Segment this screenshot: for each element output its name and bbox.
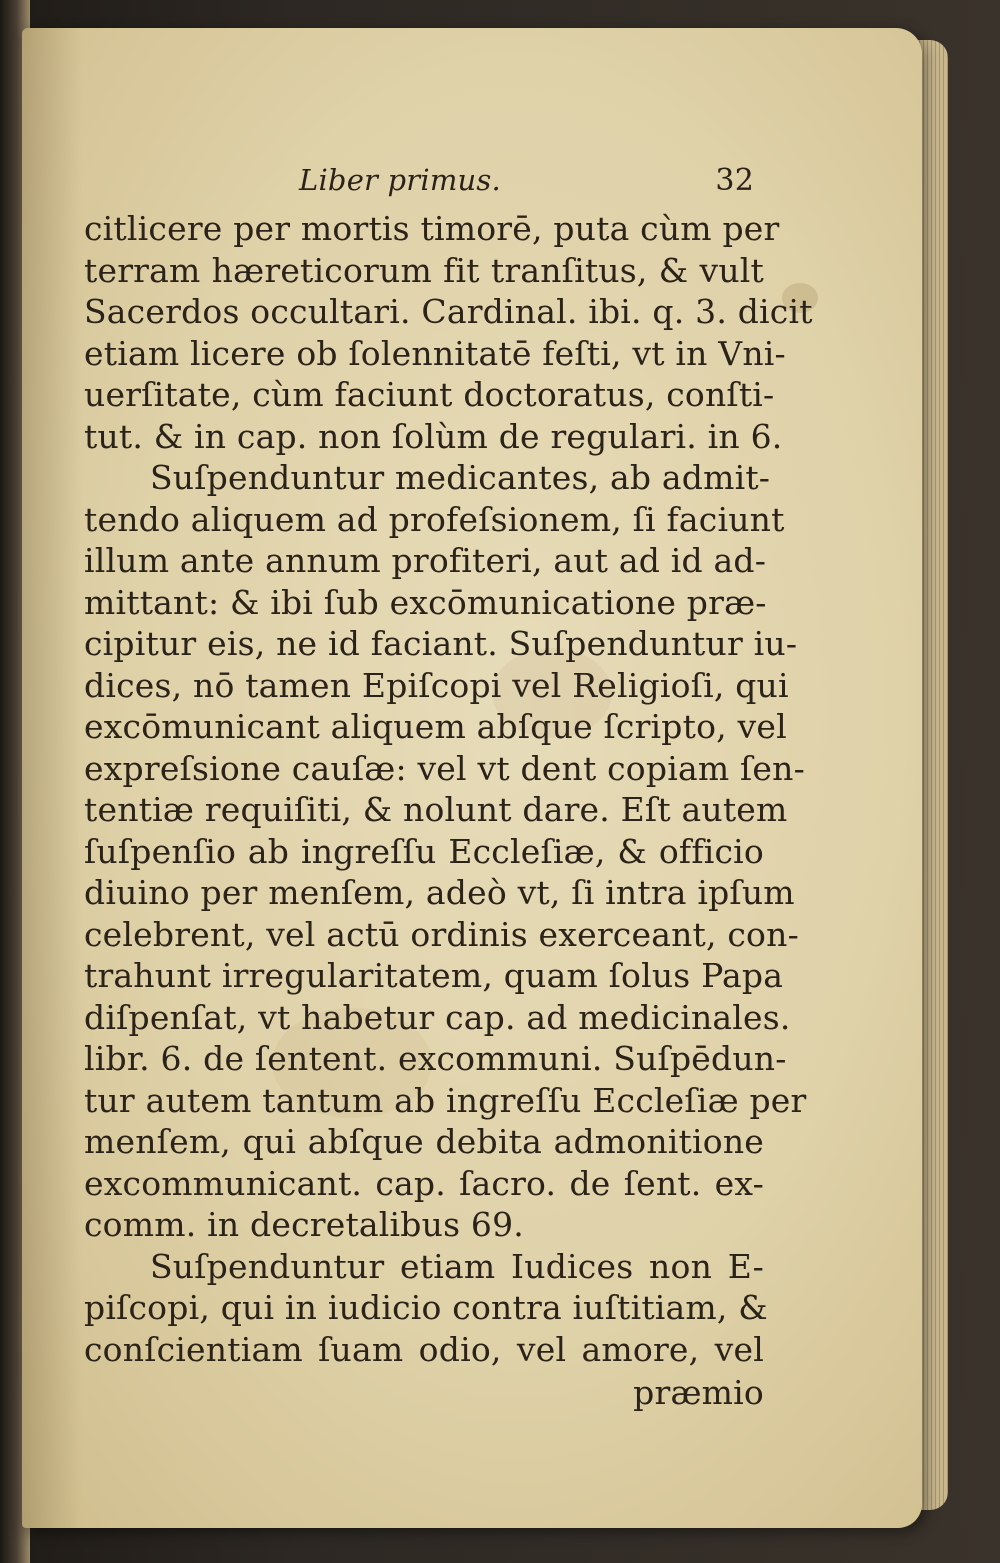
text-block bbox=[84, 156, 813, 1414]
text-line: uerſitate, cùm faciunt doctoratus, conſti- bbox=[84, 375, 775, 414]
catchword-row bbox=[84, 1372, 764, 1414]
text-line: comm. in decretalibus 69. bbox=[84, 1205, 524, 1244]
text-line: ſuſpenſio ab ingreſſu Eccleſiæ, & officio bbox=[84, 831, 764, 871]
text-line: illum ante annum profiteri, aut ad id ad- bbox=[84, 541, 767, 580]
catchword: præmio bbox=[633, 1373, 764, 1412]
text-line: excommunicant. cap. ſacro. de ſent. ex- bbox=[84, 1163, 764, 1203]
page-number: 32 bbox=[715, 163, 754, 198]
text-line: libr. 6. de ſentent. excommuni. Suſpēdun- bbox=[84, 1039, 787, 1078]
text-line: menſem, qui abſque debita admonitione bbox=[84, 1122, 764, 1161]
text-line: expreſsione cauſæ: vel vt dent copiam ſen- bbox=[84, 748, 805, 788]
text-line: trahunt irregularitatem, quam ſolus Papa bbox=[84, 956, 784, 995]
text-line: tur autem tantum ab ingreſſu Eccleſiæ per bbox=[84, 1080, 807, 1120]
text-line: terram hæreticorum fit tranſitus, & vult bbox=[84, 250, 764, 290]
text-line: citlicere per mortis timorē, puta cùm per bbox=[84, 209, 780, 248]
text-line: conſcientiam ſuam odio, vel amore, vel bbox=[84, 1329, 764, 1369]
page-header bbox=[84, 156, 764, 208]
gutter-shadow bbox=[22, 28, 82, 1528]
text-line: mittant: & ibi ſub excōmunicatione præ- bbox=[84, 582, 767, 622]
paragraph-start-line: Suſpenduntur etiam Iudices non E- bbox=[150, 1246, 764, 1286]
text-line: etiam licere ob ſolennitatē feſti, vt in Vni- bbox=[84, 333, 786, 373]
text-line: cipitur eis, ne id faciant. Suſpenduntur iu- bbox=[84, 624, 798, 663]
text-line: dices, nō tamen Epiſcopi vel Religioſi, qui bbox=[84, 665, 789, 705]
text-line: excōmunicant aliquem abſque ſcripto, vel bbox=[84, 707, 787, 746]
paragraph-start-line: Suſpenduntur medicantes, ab admit- bbox=[150, 458, 771, 497]
text-line: diſpenſat, vt habetur cap. ad medicinales. bbox=[84, 997, 791, 1037]
text-line: diuino per menſem, adeò vt, ſi intra ipſum bbox=[84, 873, 795, 912]
text-line: celebrent, vel actū ordinis exerceant, con- bbox=[84, 914, 799, 954]
book-page bbox=[22, 28, 922, 1528]
text-line: tut. & in cap. non ſolùm de regulari. in 6. bbox=[84, 416, 783, 456]
text-line: tentiæ requiſiti, & nolunt dare. Eſt autem bbox=[84, 790, 788, 829]
running-title: Liber primus. bbox=[299, 163, 501, 197]
text-line: Sacerdos occultari. Cardinal. ibi. q. 3. dicit bbox=[84, 292, 813, 331]
text-line: piſcopi, qui in iudicio contra iuſtitiam, & bbox=[84, 1288, 768, 1327]
text-line: tendo aliquem ad profeſsionem, ſi faciunt bbox=[84, 499, 785, 539]
